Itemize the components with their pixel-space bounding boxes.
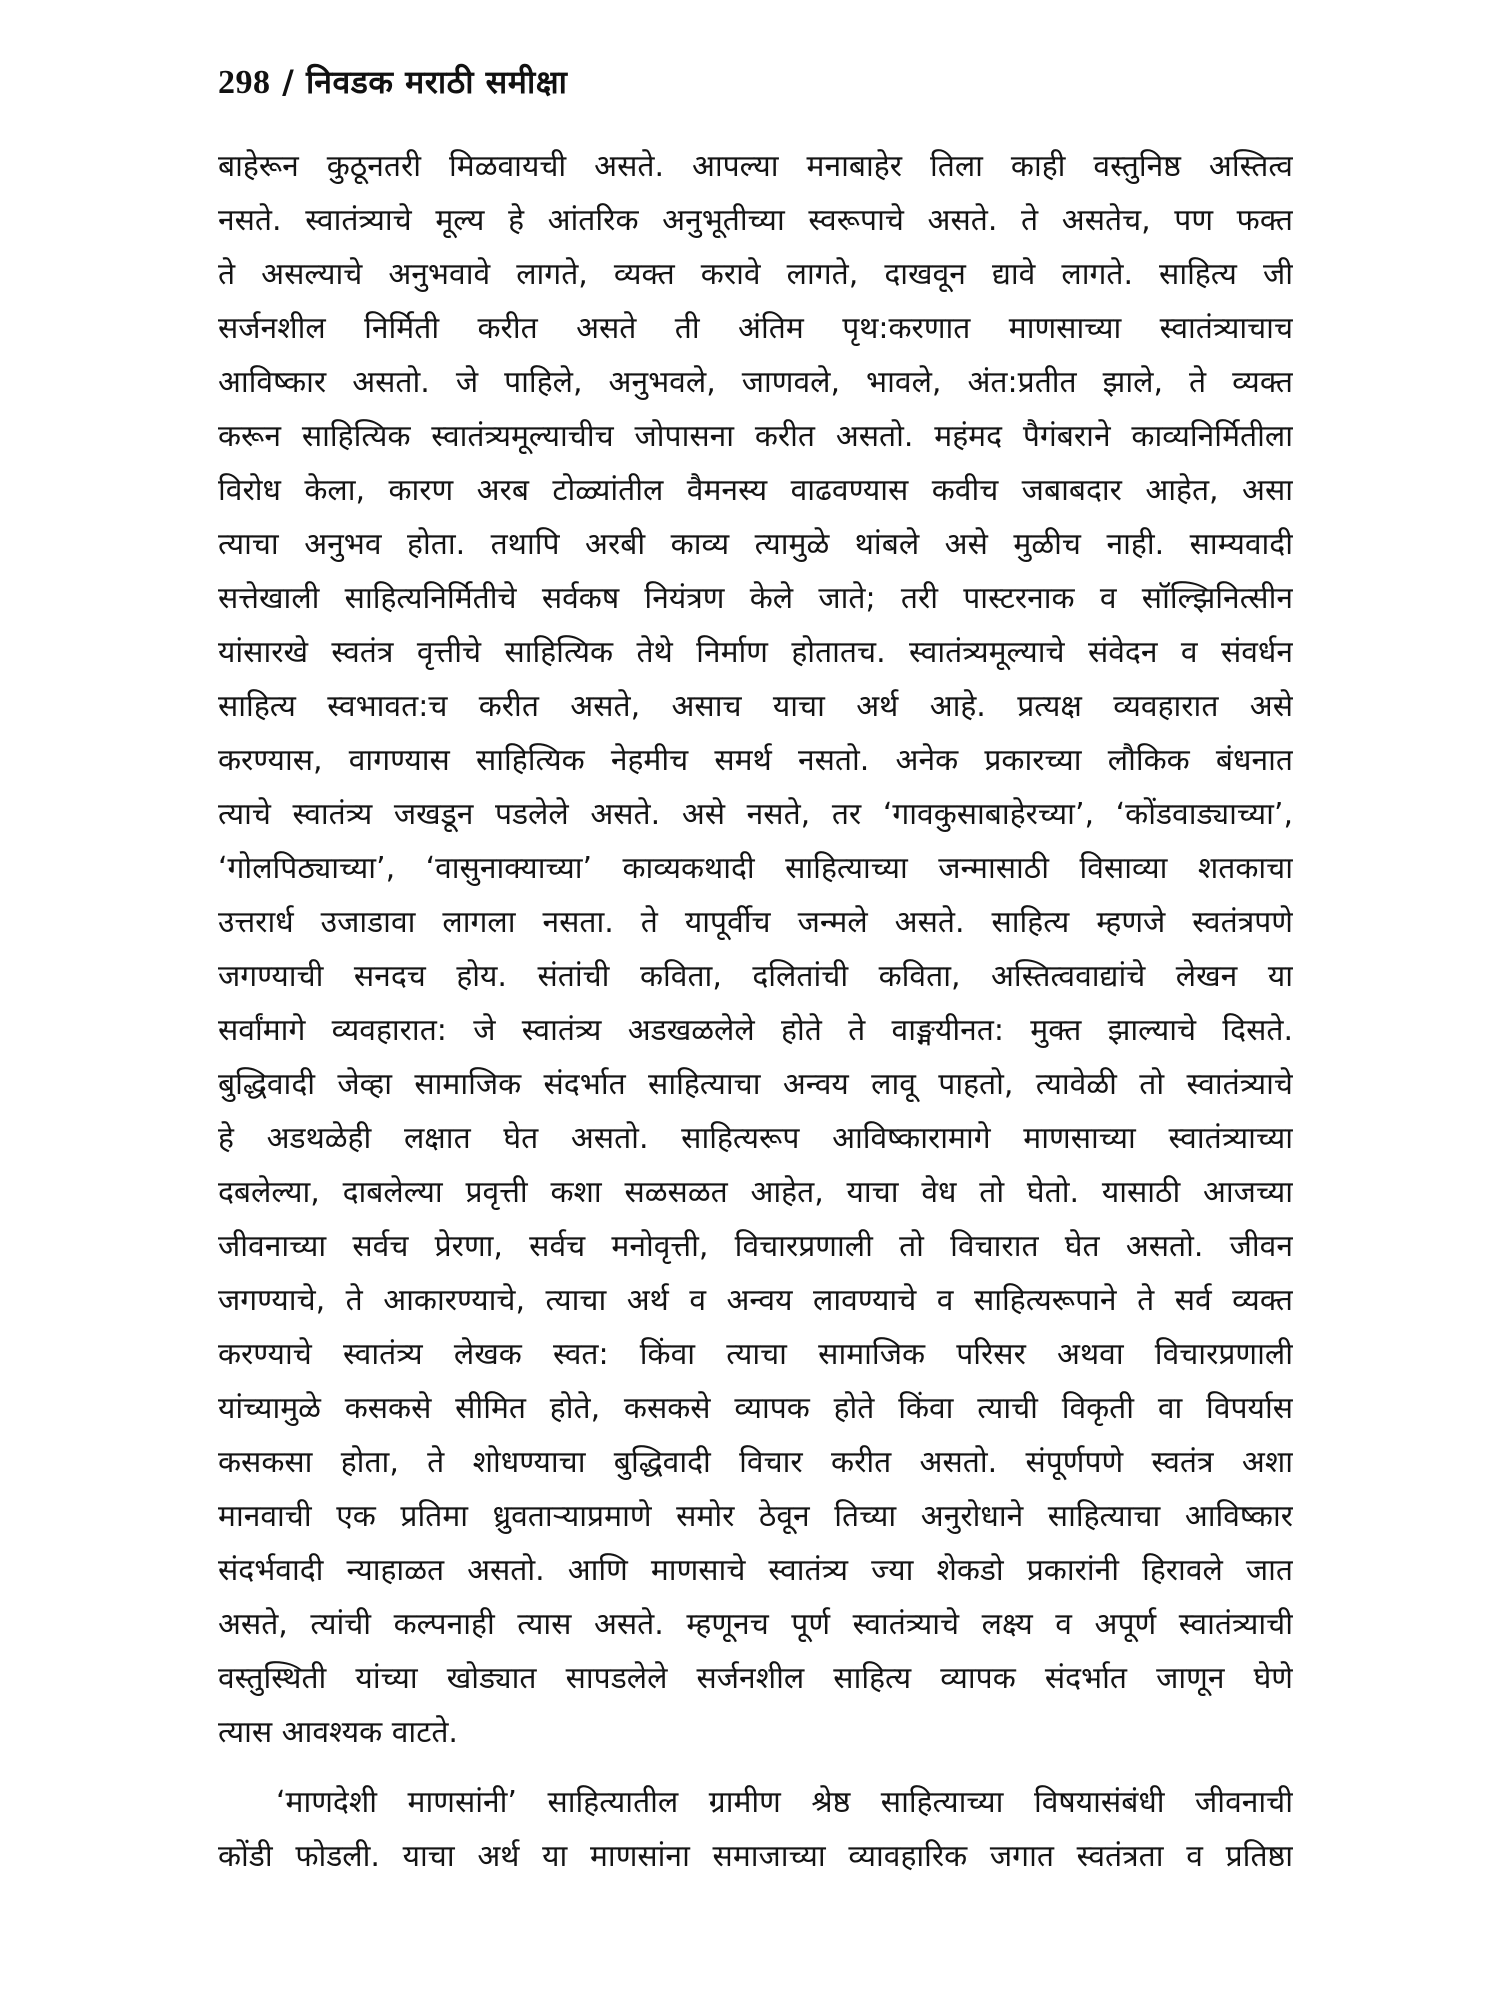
header-separator: / [282,63,295,101]
text-line: विरोध केला, कारण अरब टोळ्यांतील वैमनस्य वाढवण्यास कवीच जबाबदार आहेत, असा [218,473,1293,508]
page-number: 298 [218,64,271,101]
paragraph-2 [218,1776,1293,1884]
text-line: यांच्यामुळे कसकसे सीमित होते, कसकसे व्यापक होते किंवा त्याची विकृती वा विपर्यास [218,1391,1293,1426]
text-line: असते, त्यांची कल्पनाही त्यास असते. म्हणूनच पूर्ण स्वातंत्र्याचे लक्ष्य व अपूर्ण स्वातंत्र्याची [218,1607,1293,1642]
text-line: यांसारखे स्वतंत्र वृत्तीचे साहित्यिक तेथे निर्माण होतातच. स्वातंत्र्यमूल्याचे संवेदन व संवर्धन [218,635,1293,670]
text-line: आविष्कार असतो. जे पाहिले, अनुभवले, जाणवले, भावले, अंत:प्रतीत झाले, ते व्यक्त [218,365,1293,400]
body-text [218,140,1293,1884]
text-line: वस्तुस्थिती यांच्या खोड्यात सापडलेले सर्जनशील साहित्य व्यापक संदर्भात जाणून घेणे [218,1661,1293,1696]
text-line: जीवनाच्या सर्वच प्रेरणा, सर्वच मनोवृत्ती, विचारप्रणाली तो विचारात घेत असतो. जीवन [218,1229,1293,1264]
text-line: जगण्याचे, ते आकारण्याचे, त्याचा अर्थ व अन्वय लावण्याचे व साहित्यरूपाने ते सर्व व्यक्त [218,1283,1293,1318]
text-line: करण्याचे स्वातंत्र्य लेखक स्वत: किंवा त्याचा सामाजिक परिसर अथवा विचारप्रणाली [218,1337,1293,1372]
text-line: ते असल्याचे अनुभवावे लागते, व्यक्त करावे लागते, दाखवून द्यावे लागते. साहित्य जी [218,257,1293,292]
running-header [218,60,567,103]
text-line: मानवाची एक प्रतिमा ध्रुवताऱ्याप्रमाणे समोर ठेवून तिच्या अनुरोधाने साहित्याचा आविष्कार [218,1499,1293,1534]
text-line: साहित्य स्वभावत:च करीत असते, असाच याचा अर्थ आहे. प्रत्यक्ष व्यवहारात असे [218,689,1293,724]
text-line: उत्तरार्ध उजाडावा लागला नसता. ते यापूर्वीच जन्मले असते. साहित्य म्हणजे स्वतंत्रपणे [218,905,1293,940]
book-title: निवडक मराठी समीक्षा [305,63,568,101]
paragraph-1 [218,140,1293,1760]
text-line: कोंडी फोडली. याचा अर्थ या माणसांना समाजाच्या व्यावहारिक जगात स्वतंत्रता व प्रतिष्ठा [218,1839,1293,1874]
text-line: ‘माणदेशी माणसांनी’ साहित्यातील ग्रामीण श्रेष्ठ साहित्याच्या विषयासंबंधी जीवनाची [276,1785,1293,1820]
text-line: जगण्याची सनदच होय. संतांची कविता, दलितांची कविता, अस्तित्ववाद्यांचे लेखन या [218,959,1293,994]
text-line: सर्जनशील निर्मिती करीत असते ती अंतिम पृथ:करणात माणसाच्या स्वातंत्र्याचाच [218,311,1293,346]
text-line: सर्वांमागे व्यवहारात: जे स्वातंत्र्य अडखळलेले होते ते वाङ्मयीनत: मुक्त झाल्याचे दिसते. [218,1013,1293,1048]
text-line: त्यास आवश्यक वाटते. [218,1715,458,1750]
text-line: दबलेल्या, दाबलेल्या प्रवृत्ती कशा सळसळत आहेत, याचा वेध तो घेतो. यासाठी आजच्या [218,1175,1293,1210]
text-line: करून साहित्यिक स्वातंत्र्यमूल्याचीच जोपासना करीत असतो. महंमद पैगंबराने काव्यनिर्मितीला [218,419,1293,454]
paragraph-gap [218,1760,1293,1776]
text-line: संदर्भवादी न्याहाळत असतो. आणि माणसाचे स्वातंत्र्य ज्या शेकडो प्रकारांनी हिरावले जात [218,1553,1293,1588]
text-line: नसते. स्वातंत्र्याचे मूल्य हे आंतरिक अनुभूतीच्या स्वरूपाचे असते. ते असतेच, पण फक्त [218,203,1293,238]
text-line: ‘गोलपिठ्याच्या’, ‘वासुनाक्याच्या’ काव्यकथादी साहित्याच्या जन्मासाठी विसाव्या शतकाचा [218,851,1293,886]
text-line: हे अडथळेही लक्षात घेत असतो. साहित्यरूप आविष्कारामागे माणसाच्या स्वातंत्र्याच्या [218,1121,1293,1156]
text-line: त्याचा अनुभव होता. तथापि अरबी काव्य त्यामुळे थांबले असे मुळीच नाही. साम्यवादी [218,527,1293,562]
text-line: करण्यास, वागण्यास साहित्यिक नेहमीच समर्थ नसतो. अनेक प्रकारच्या लौकिक बंधनात [218,743,1293,778]
text-line: त्याचे स्वातंत्र्य जखडून पडलेले असते. असे नसते, तर ‘गावकुसाबाहेरच्या’, ‘कोंडवाड्याच्या’, [218,797,1293,832]
text-line: बुद्धिवादी जेव्हा सामाजिक संदर्भात साहित्याचा अन्वय लावू पाहतो, त्यावेळी तो स्वातंत्र्याचे [218,1067,1293,1102]
text-line: बाहेरून कुठूनतरी मिळवायची असते. आपल्या मनाबाहेर तिला काही वस्तुनिष्ठ अस्तित्व [218,149,1293,184]
text-line: सत्तेखाली साहित्यनिर्मितीचे सर्वकष नियंत्रण केले जाते; तरी पास्टरनाक व सॉल्झिनित्सीन [218,581,1293,616]
text-line: कसकसा होता, ते शोधण्याचा बुद्धिवादी विचार करीत असतो. संपूर्णपणे स्वतंत्र अशा [218,1445,1293,1480]
